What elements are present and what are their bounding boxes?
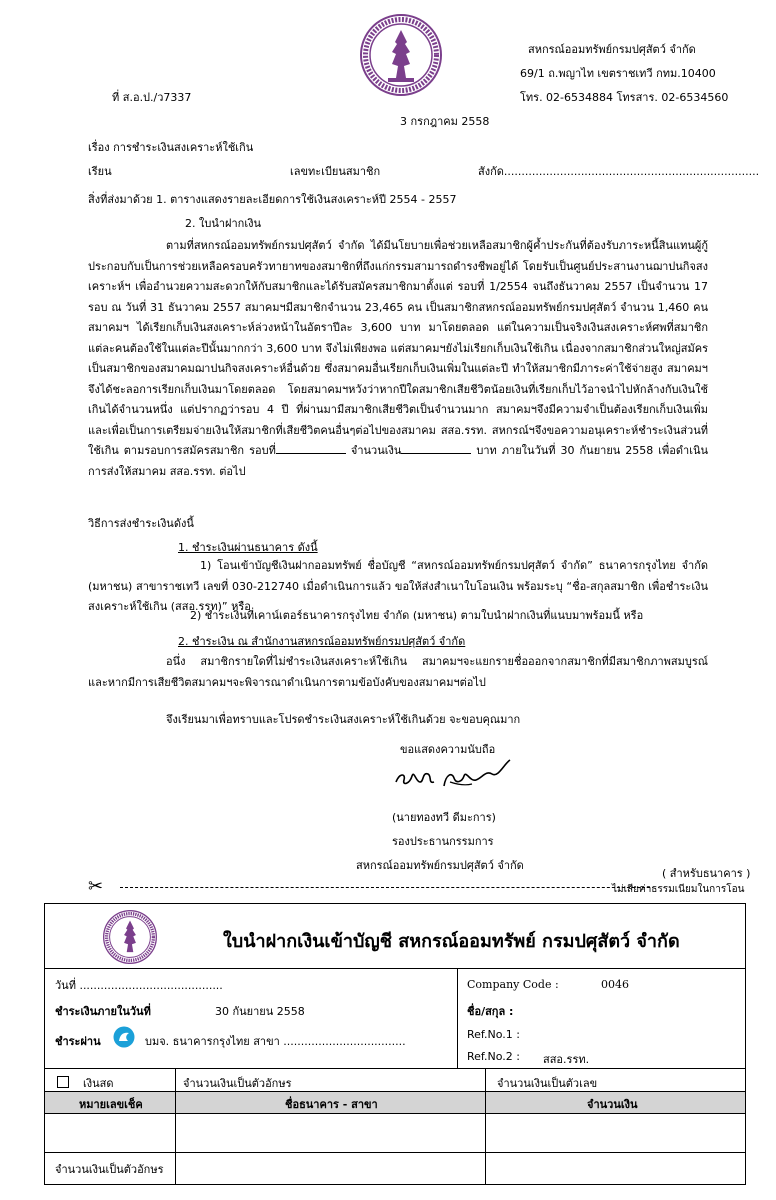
col-bank-branch: ชื่อธนาคาร - สาขา — [285, 1098, 378, 1111]
regards: ขอแสดงความนับถือ — [400, 743, 496, 756]
ref1-field[interactable]: Ref.No.1 : — [467, 1028, 520, 1041]
to-line: เรียน — [88, 165, 112, 178]
signer-name: (นายทองทวี ดีมะการ) — [392, 811, 496, 824]
bank-note: ( สำหรับธนาคาร ) — [662, 867, 751, 880]
col-amount: จำนวนเงิน — [587, 1098, 638, 1111]
method-2-title: 2. ชำระเงิน ณ สำนักงานสหกรณ์ออมทรัพย์กรมปศุสัตว์ จำกัด — [178, 635, 466, 648]
table-row-cheque[interactable] — [45, 1114, 175, 1152]
slip-seal-icon — [103, 910, 157, 964]
letter-date: 3 กรกฎาคม 2558 — [400, 115, 490, 128]
cut-line — [120, 887, 650, 888]
coop-phone: โทร. 02-6534884 โทรสาร. 02-6534560 — [520, 91, 729, 104]
coop-seal-icon — [360, 14, 442, 96]
signer-org: สหกรณ์ออมทรัพย์กรมปศุสัตว์ จำกัด — [356, 859, 524, 872]
slip-vertical-amount — [485, 1068, 486, 1091]
slip-vertical-1 — [457, 968, 458, 1068]
company-code-label: Company Code : — [467, 978, 559, 991]
deposit-slip — [44, 903, 746, 1185]
footer-amount-words-label: จำนวนเงินเป็นตัวอักษร — [55, 1163, 164, 1176]
coop-address: 69/1 ถ.พญาไท เขตราชเทวี กทม.10400 — [520, 67, 716, 80]
subject-line: เรื่อง การชำระเงินสงเคราะห์ใช้เกิน — [88, 141, 254, 154]
table-row-amount[interactable] — [486, 1114, 745, 1152]
scissors-icon: ✂ — [88, 876, 104, 897]
method-1-1: 1) โอนเข้าบัญชีเงินฝากออมทรัพย์ ชื่อบัญชี “สหกรณ์ออมทรัพย์กรมปศุสัตว์ จำกัด” ธนาคารกรุงไทย จำกัด (มหาชน) สาขาราชเทวี เลขที่ 030-212740 เมื่อดำเนินการแล้ว ขอให้ส่งสำเนาใบโอนเงิน พร้อมระบุ “ชื่อ-สกุลสมาชิก เพื่อชำระเงินสงเคราะห์ใช้เกิน (สสอ.รรท)” หรือ — [88, 559, 708, 613]
doc-number: ที่ ส.อ.ป./ว7337 — [112, 91, 192, 104]
round-label: รอบที่ — [249, 444, 276, 457]
ref2-value: สสอ.รรท. — [543, 1053, 590, 1066]
method-intro: วิธีการส่งชำระเงินดังนี้ — [88, 517, 194, 530]
bank-branch-field[interactable]: บมจ. ธนาคารกรุงไทย สาขา ................................... — [145, 1035, 406, 1048]
member-number-label: เลขทะเบียนสมาชิก — [290, 165, 381, 178]
slip-vertical-cash — [175, 1068, 176, 1091]
cash-label: เงินสด — [83, 1077, 114, 1090]
pay-by-value: 30 กันยายน 2558 — [215, 1005, 305, 1018]
round-blank — [276, 444, 346, 454]
slip-divider-2 — [45, 1068, 745, 1069]
slip-divider-3 — [45, 1091, 745, 1092]
col-cheque-number: หมายเลขเช็ค — [79, 1098, 143, 1111]
closing-line: จึงเรียนมาเพื่อทราบและโปรดชำระเงินสงเคราะห์ใช้เกินด้วย จะขอบคุณมาก — [166, 713, 521, 726]
enclosure-2: 2. ใบนำฝากเงิน — [185, 217, 261, 230]
ktb-bank-icon — [113, 1026, 135, 1048]
ref2-label: Ref.No.2 : — [467, 1050, 520, 1063]
cut-note: ไม่เสียค่าธรรมเนียมในการโอน — [612, 884, 745, 895]
name-field[interactable]: ชื่อ/สกุล : — [467, 1005, 514, 1018]
body-paragraph-2: อนึ่ง สมาชิกรายใดที่ไม่ชำระเงินสงเคราะห์ใช้เกิน สมาคมฯจะแยกรายชื่อออกจากสมาชิกที่มีสมาชิกภาพสมบูรณ์ และหากมีการเสียชีวิตสมาคมฯจะพิจารณาดำเนินการตามข้อบังคับของสมาคมฯต่อไป — [88, 655, 708, 689]
amount-number-label: จำนวนเงินเป็นตัวเลข — [497, 1077, 598, 1090]
amount-blank — [401, 444, 471, 454]
slip-divider-5 — [45, 1152, 745, 1153]
pay-by-label: ชำระเงินภายในวันที่ — [55, 1005, 151, 1018]
affiliation-label: สังกัด......................................................................... — [478, 165, 760, 178]
method-1-title: 1. ชำระเงินผ่านธนาคาร ดังนี้ — [178, 541, 318, 554]
cash-checkbox[interactable] — [57, 1076, 69, 1088]
body-paragraph-1: ตามที่สหกรณ์ออมทรัพย์กรมปศุสัตว์ จำกัด ได้มีนโยบายเพื่อช่วยเหลือสมาชิกผู้ค้ำประกันที่ต้องรับภาระหนี้สินแทนผู้กู้ประกอบกับเป็นการช่วยเหลือครอบครัวทายาทของสมาชิกที่ถึงแก่กรรมสามารถดำรงชีพอยู่ได้ โดยรับเป็นศูนย์ประสานงานฌาปนกิจสงเคราะห์ฯ เพื่ออำนวยความสะดวกให้กับสมาชิกและได้รับสมัครสมาชิกมาตั้งแต่ รอบที่ 1/2554 จนถึงธันวาคม 2557 เป็นจำนวน 17 รอบ ณ วันที่ 31 ธันวาคม 2557 สมาคมฯมีสมาชิกจำนวน 23,465 คน เป็นสมาชิกสหกรณ์ออมทรัพย์กรมปศุสัตว์ จำนวน 1,460 คน สมาคมฯ ได้เรียกเก็บเงินสงเคราะห์ล่วงหน้าในอัตราปีละ 3,600 บาท มาโดยตลอด แต่ในความเป็นจริงเงินสงเคราะห์ศพที่สมาชิกแต่ละคนต้องใช้ในแต่ละปีนั้นมากกว่า 3,600 บาท จึงไม่เพียงพอ แต่สมาคมฯยังไม่เรียกเก็บเงินใช้เกิน เนื่องจากสมาชิกส่วนใหญ่สมัครเป็นสมาชิกของสมาคมฌาปนกิจสงเคราะห์อื่นด้วย ซึ่งสมาคมอื่นเรียกเก็บเงินเพิ่มในแต่ละปี ทำให้สมาชิกมีภาระค่าใช้จ่ายสูง สมาคมฯจึงได้ชะลอการเรียกเก็บเงินมาโดยตลอด โดยสมาคมฯหวังว่าหากปีใดสมาชิกเสียชีวิตน้อยเงินที่เรียกเก็บไว้อาจนำไปหักล้างกับเงินใช้เกินได้จำนวนหนึ่ง แต่ปรากฏว่ารอบ 4 ปี ที่ผ่านมามีสมาชิกเสียชีวิตเป็นจำนวนมาก สมาคมฯจึงมีความจำเป็นต้องเรียกเก็บเงินเพิ่ม และเพื่อเป็นการเตรียมจ่ายเงินให้สมาชิกที่เสียชีวิตคนอื่นๆต่อไปของสมาคม สสอ.รรท. สหกรณ์ฯจึงขอความอนุเคราะห์ชำระเงินส่วนที่ใช้เกิน ตามรอบการสมัครสมาชิก รอบที่ จำนวนเงิน บาท ภายในวันที่ 30 กันยายน 2558 เพื่อดำเนินการส่งให้สมาคม สสอ.รรท. ต่อไป — [88, 239, 709, 478]
slip-divider-1 — [45, 968, 745, 969]
table-header-bg — [45, 1091, 745, 1113]
amount-label: จำนวนเงิน — [350, 444, 402, 457]
pay-via-label: ชำระผ่าน — [55, 1035, 101, 1048]
date-field[interactable]: วันที่ ......................................... — [55, 979, 223, 992]
method-1-2: 2) ชำระเงินที่เคาน์เตอร์ธนาคารกรุงไทย จำกัด (มหาชน) ตามใบนำฝากเงินที่แนบมาพร้อมนี้ หรือ — [190, 609, 644, 622]
para1-tail: บาท ภายในวันที่ 30 กันยายน 2558 เพื่อดำเนินการส่งให้สมาคม สสอ.รรท. ต่อไป — [88, 444, 709, 478]
signer-title: รองประธานกรรมการ — [392, 835, 494, 848]
table-row-bank[interactable] — [176, 1114, 485, 1152]
coop-name: สหกรณ์ออมทรัพย์กรมปศุสัตว์ จำกัด — [528, 43, 696, 56]
enclosure-1: สิ่งที่ส่งมาด้วย 1. ตารางแสดงรายละเอียดการใช้เงินสงเคราะห์ปี 2554 - 2557 — [88, 193, 457, 206]
company-code-value: 0046 — [601, 978, 629, 991]
signature-icon — [392, 756, 512, 796]
slip-title: ใบนำฝากเงินเข้าบัญชี สหกรณ์ออมทรัพย์ กรมปศุสัตว์ จำกัด — [223, 931, 680, 952]
amount-words-label: จำนวนเงินเป็นตัวอักษร — [183, 1077, 292, 1090]
